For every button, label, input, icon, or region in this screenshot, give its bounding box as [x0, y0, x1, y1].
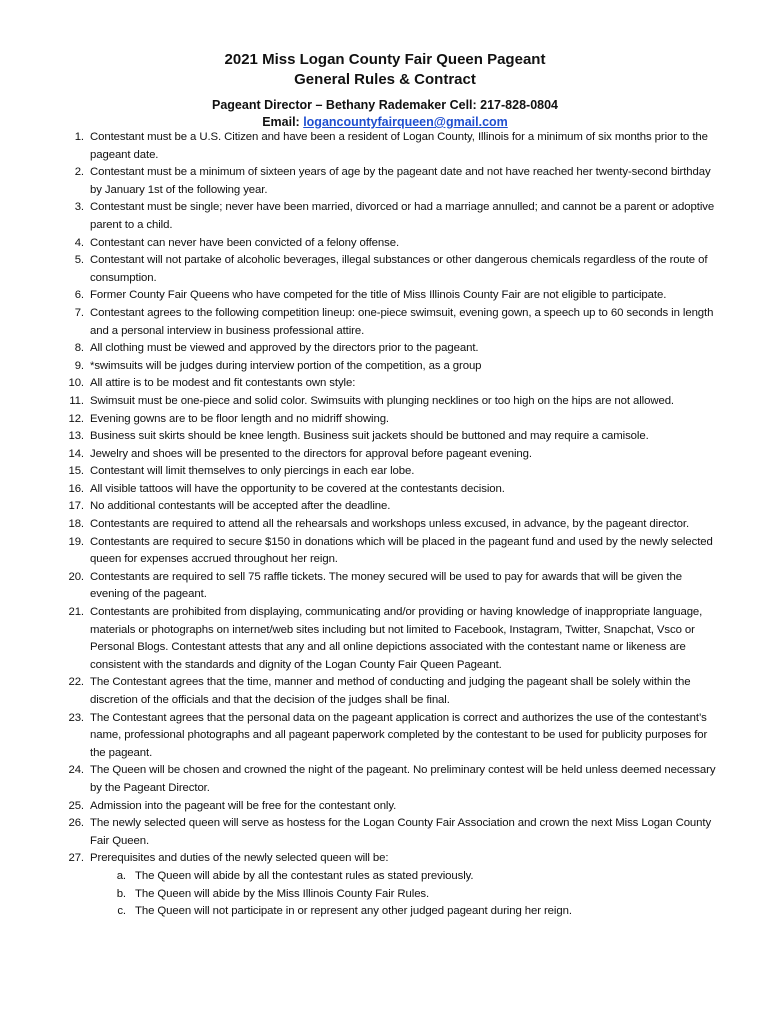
rule-number: 23. [68, 711, 84, 724]
rule-item [62, 463, 722, 481]
sub-rule-text: The Queen will not participate in or represent any other judged pageant during her reign. [135, 905, 572, 918]
rule-item [62, 164, 722, 199]
sub-rule-letter: a. [116, 869, 126, 882]
rule-item [62, 393, 722, 411]
rule-item [62, 850, 722, 920]
rule-item [62, 358, 722, 376]
rule-number: 20. [68, 570, 84, 583]
rule-number: 17. [68, 500, 84, 513]
rule-number: 22. [68, 676, 84, 689]
rule-item [62, 710, 722, 763]
rule-number: 21. [68, 606, 84, 619]
rule-item [62, 569, 722, 604]
rule-item [62, 498, 722, 516]
rule-number: 3. [74, 201, 84, 214]
rule-item [62, 534, 722, 569]
rule-text: The Contestant agrees that the time, manner and method of conducting and judging the pageant shall be solely within the discretion of the officials and that the decision of the judges shall be final. [90, 676, 691, 706]
rule-number: 11. [69, 394, 84, 407]
rule-number: 18. [68, 518, 84, 531]
rule-item [62, 446, 722, 464]
rule-text: Admission into the pageant will be free for the contestant only. [90, 799, 397, 812]
director-contact: Pageant Director – Bethany Rademaker Cell: 217-828-0804 [212, 98, 558, 112]
rule-text: Contestants are required to sell 75 raffle tickets. The money secured will be used to pay for awards that will be given the evening of the pageant. [90, 570, 682, 601]
rule-text: Jewelry and shoes will be presented to the directors for approval before pageant evening. [90, 447, 532, 460]
rule-item [62, 411, 722, 429]
rule-number: 12. [68, 412, 84, 425]
rule-text: Contestants are required to attend all the rehearsals and workshops unless excused, in advance, by the pageant director. [90, 518, 690, 531]
queen-duties-list [90, 868, 722, 921]
rule-text: Former County Fair Queens who have competed for the title of Miss Illinois County Fair are not eligible to participate. [90, 289, 667, 302]
rule-number: 27. [68, 852, 84, 865]
rules-list [62, 129, 722, 921]
sub-rule-letter: b. [116, 887, 126, 900]
rule-text: Contestant must be a U.S. Citizen and have been a resident of Logan County, Illinois for a minimum of six months prior to the pageant date. [90, 131, 708, 161]
rule-item [62, 287, 722, 305]
rule-number: 2. [74, 166, 84, 179]
rule-number: 5. [74, 254, 84, 267]
rule-text: The newly selected queen will serve as hostess for the Logan County Fair Association and crown the next Miss Logan County Fair Queen. [90, 817, 712, 847]
document-title: 2021 Miss Logan County Fair Queen Pageant [224, 51, 546, 68]
rule-item [62, 199, 722, 234]
rule-text: *swimsuits will be judges during interview portion of the competition, as a group [90, 359, 482, 372]
email-link[interactable]: logancountyfairqueen@gmail.com [303, 115, 508, 129]
rule-item [62, 375, 722, 393]
rule-number: 26. [68, 817, 84, 830]
sub-rule-text: The Queen will abide by the Miss Illinois County Fair Rules. [135, 887, 430, 900]
rule-text: Prerequisites and duties of the newly selected queen will be: [90, 852, 389, 865]
rule-text: The Contestant agrees that the personal data on the pageant application is correct and authorizes the use of the contestant’s name, professional photographs and all pageant paperwork completed by the contestant to be used for publicity purposes for the pageant. [90, 711, 708, 759]
sub-rule-text: The Queen will abide by all the contestant rules as stated previously. [135, 869, 474, 882]
rule-item [62, 604, 722, 674]
rule-text: No additional contestants will be accepted after the deadline. [90, 500, 391, 513]
rule-number: 4. [74, 236, 84, 249]
rule-text: All attire is to be modest and fit contestants own style: [90, 377, 356, 390]
rule-text: Contestant will limit themselves to only piercings in each ear lobe. [90, 465, 415, 478]
rule-item [62, 235, 722, 253]
rule-number: 7. [74, 306, 84, 319]
rule-item [62, 762, 722, 797]
rule-item [62, 340, 722, 358]
rule-item [62, 815, 722, 850]
rule-number: 14. [68, 447, 84, 460]
rule-number: 24. [68, 764, 84, 777]
rule-number: 10. [68, 377, 84, 390]
rule-text: Contestant will not partake of alcoholic beverages, illegal substances or other dangerous chemicals regardless of the route of consumption. [90, 254, 708, 284]
email-label: Email: [262, 115, 304, 129]
rule-text: Contestants are required to secure $150 in donations which will be placed in the pageant fund and used by the newly selected queen for expenses accrued throughout her reign. [90, 535, 713, 566]
rule-text: Evening gowns are to be floor length and no midriff showing. [90, 412, 389, 425]
sub-rule-item [112, 903, 722, 921]
sub-rule-letter: c. [117, 905, 126, 918]
rule-text: Business suit skirts should be knee length. Business suit jackets should be buttoned and may require a camisole. [90, 430, 649, 443]
rule-item [62, 305, 722, 340]
rule-item [62, 428, 722, 446]
rule-text: Contestant must be a minimum of sixteen years of age by the pageant date and not have reached her twenty-second birthday by January 1st of the following year. [90, 166, 711, 196]
rule-text: All clothing must be viewed and approved by the directors prior to the pageant. [90, 342, 479, 355]
rule-number: 6. [74, 289, 84, 302]
rule-text: Contestant can never have been convicted of a felony offense. [90, 236, 400, 249]
rule-text: Contestant agrees to the following competition lineup: one-piece swimsuit, evening gown, a speech up to 60 seconds in length and a personal interview in business professional attire. [90, 306, 714, 337]
rule-number: 19. [68, 535, 84, 548]
rule-number: 16. [68, 482, 84, 495]
document-header [0, 50, 770, 131]
rule-text: All visible tattoos will have the opportunity to be covered at the contestants decision. [90, 482, 505, 495]
rule-item [62, 481, 722, 499]
rule-item [62, 252, 722, 287]
rule-text: Contestants are prohibited from displaying, communicating and/or providing or having knowledge of inappropriate language, materials or photographs on internet/web sites including but not limited to Facebook, Instagram, Twitter, Snapchat, Vsco or Personal Blogs. Contestant attests that any and all online depictions associated with the contestant name or likeness are consistent with the standards and dignity of the Logan County Fair Queen Pageant. [90, 606, 703, 671]
rule-number: 25. [68, 799, 84, 812]
rule-text: Swimsuit must be one-piece and solid color. Swimsuits with plunging necklines or too high on the hips are not allowed. [90, 394, 675, 407]
rule-item [62, 516, 722, 534]
rule-number: 13. [68, 430, 84, 443]
rule-item [62, 674, 722, 709]
document-subtitle: General Rules & Contract [294, 71, 476, 88]
rule-number: 8. [74, 342, 84, 355]
rule-item [62, 129, 722, 164]
rule-number: 1. [74, 131, 84, 143]
rule-number: 15. [68, 465, 84, 478]
rule-text: The Queen will be chosen and crowned the night of the pageant. No preliminary contest will be held unless deemed necessary by the Pageant Director. [90, 764, 716, 794]
sub-rule-item [112, 868, 722, 886]
rule-number: 9. [74, 359, 84, 372]
rule-text: Contestant must be single; never have been married, divorced or had a marriage annulled; and cannot be a parent or adoptive parent to a child. [90, 201, 715, 231]
sub-rule-item [112, 886, 722, 904]
rule-item [62, 798, 722, 816]
